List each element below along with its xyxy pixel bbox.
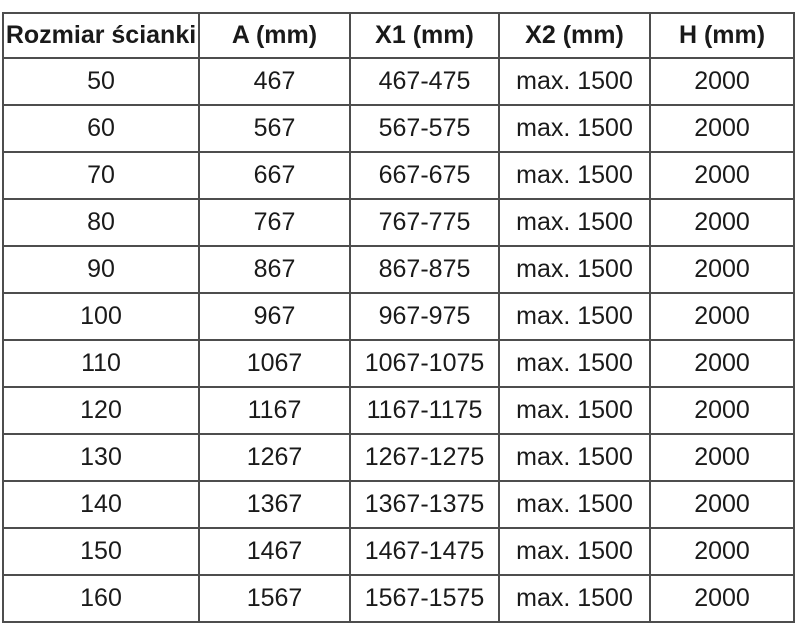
table-cell: 2000 — [650, 293, 794, 340]
table-row — [3, 387, 794, 434]
table-cell: 2000 — [650, 528, 794, 575]
table-cell: 1267 — [199, 434, 350, 481]
column-header: Rozmiar ścianki — [3, 13, 199, 58]
table-cell: 2000 — [650, 434, 794, 481]
table-cell: max. 1500 — [499, 434, 650, 481]
table-cell: 867 — [199, 246, 350, 293]
column-header: X1 (mm) — [350, 13, 499, 58]
table-cell: 567-575 — [350, 105, 499, 152]
column-header: A (mm) — [199, 13, 350, 58]
table-row — [3, 199, 794, 246]
table-cell: 60 — [3, 105, 199, 152]
table-cell: max. 1500 — [499, 246, 650, 293]
wall-size-spec-table — [2, 12, 795, 623]
table-cell: 50 — [3, 58, 199, 105]
table-cell: 1367 — [199, 481, 350, 528]
table-cell: max. 1500 — [499, 199, 650, 246]
table-row — [3, 246, 794, 293]
table-cell: 967 — [199, 293, 350, 340]
table-cell: 130 — [3, 434, 199, 481]
table-cell: max. 1500 — [499, 387, 650, 434]
table-cell: 80 — [3, 199, 199, 246]
table-cell: 150 — [3, 528, 199, 575]
table-cell: 867-875 — [350, 246, 499, 293]
table-cell: 767 — [199, 199, 350, 246]
table-cell: 120 — [3, 387, 199, 434]
table-cell: max. 1500 — [499, 293, 650, 340]
table-cell: 110 — [3, 340, 199, 387]
table-cell: 2000 — [650, 152, 794, 199]
table-cell: 467 — [199, 58, 350, 105]
table-body — [3, 58, 794, 622]
table-cell: max. 1500 — [499, 58, 650, 105]
table-row — [3, 434, 794, 481]
table-cell: 767-775 — [350, 199, 499, 246]
column-header: H (mm) — [650, 13, 794, 58]
header-row — [3, 13, 794, 58]
table-cell: 667 — [199, 152, 350, 199]
table-cell: 2000 — [650, 199, 794, 246]
table-row — [3, 58, 794, 105]
table-row — [3, 105, 794, 152]
table-cell: max. 1500 — [499, 105, 650, 152]
table-cell: 1167-1175 — [350, 387, 499, 434]
table-cell: max. 1500 — [499, 575, 650, 622]
table-cell: 1467 — [199, 528, 350, 575]
table-cell: 1367-1375 — [350, 481, 499, 528]
table-row — [3, 481, 794, 528]
table-cell: 2000 — [650, 246, 794, 293]
table-cell: 967-975 — [350, 293, 499, 340]
table-cell: 2000 — [650, 58, 794, 105]
table-row — [3, 293, 794, 340]
table-row — [3, 340, 794, 387]
table-cell: 467-475 — [350, 58, 499, 105]
table-cell: 2000 — [650, 340, 794, 387]
table-row — [3, 528, 794, 575]
table-cell: 2000 — [650, 387, 794, 434]
table-row — [3, 575, 794, 622]
table-cell: 1467-1475 — [350, 528, 499, 575]
table-cell: 1567-1575 — [350, 575, 499, 622]
table-cell: 160 — [3, 575, 199, 622]
table-cell: 667-675 — [350, 152, 499, 199]
table-cell: 567 — [199, 105, 350, 152]
table-cell: 2000 — [650, 105, 794, 152]
table-cell: max. 1500 — [499, 528, 650, 575]
table-cell: max. 1500 — [499, 340, 650, 387]
table-cell: 1267-1275 — [350, 434, 499, 481]
table-cell: 1567 — [199, 575, 350, 622]
table-cell: 1067 — [199, 340, 350, 387]
table-cell: max. 1500 — [499, 152, 650, 199]
table-cell: 100 — [3, 293, 199, 340]
table-cell: max. 1500 — [499, 481, 650, 528]
table-cell: 140 — [3, 481, 199, 528]
table-cell: 1167 — [199, 387, 350, 434]
column-header: X2 (mm) — [499, 13, 650, 58]
table-cell: 1067-1075 — [350, 340, 499, 387]
table-cell: 2000 — [650, 575, 794, 622]
table-row — [3, 152, 794, 199]
table-cell: 2000 — [650, 481, 794, 528]
table-cell: 90 — [3, 246, 199, 293]
table-cell: 70 — [3, 152, 199, 199]
